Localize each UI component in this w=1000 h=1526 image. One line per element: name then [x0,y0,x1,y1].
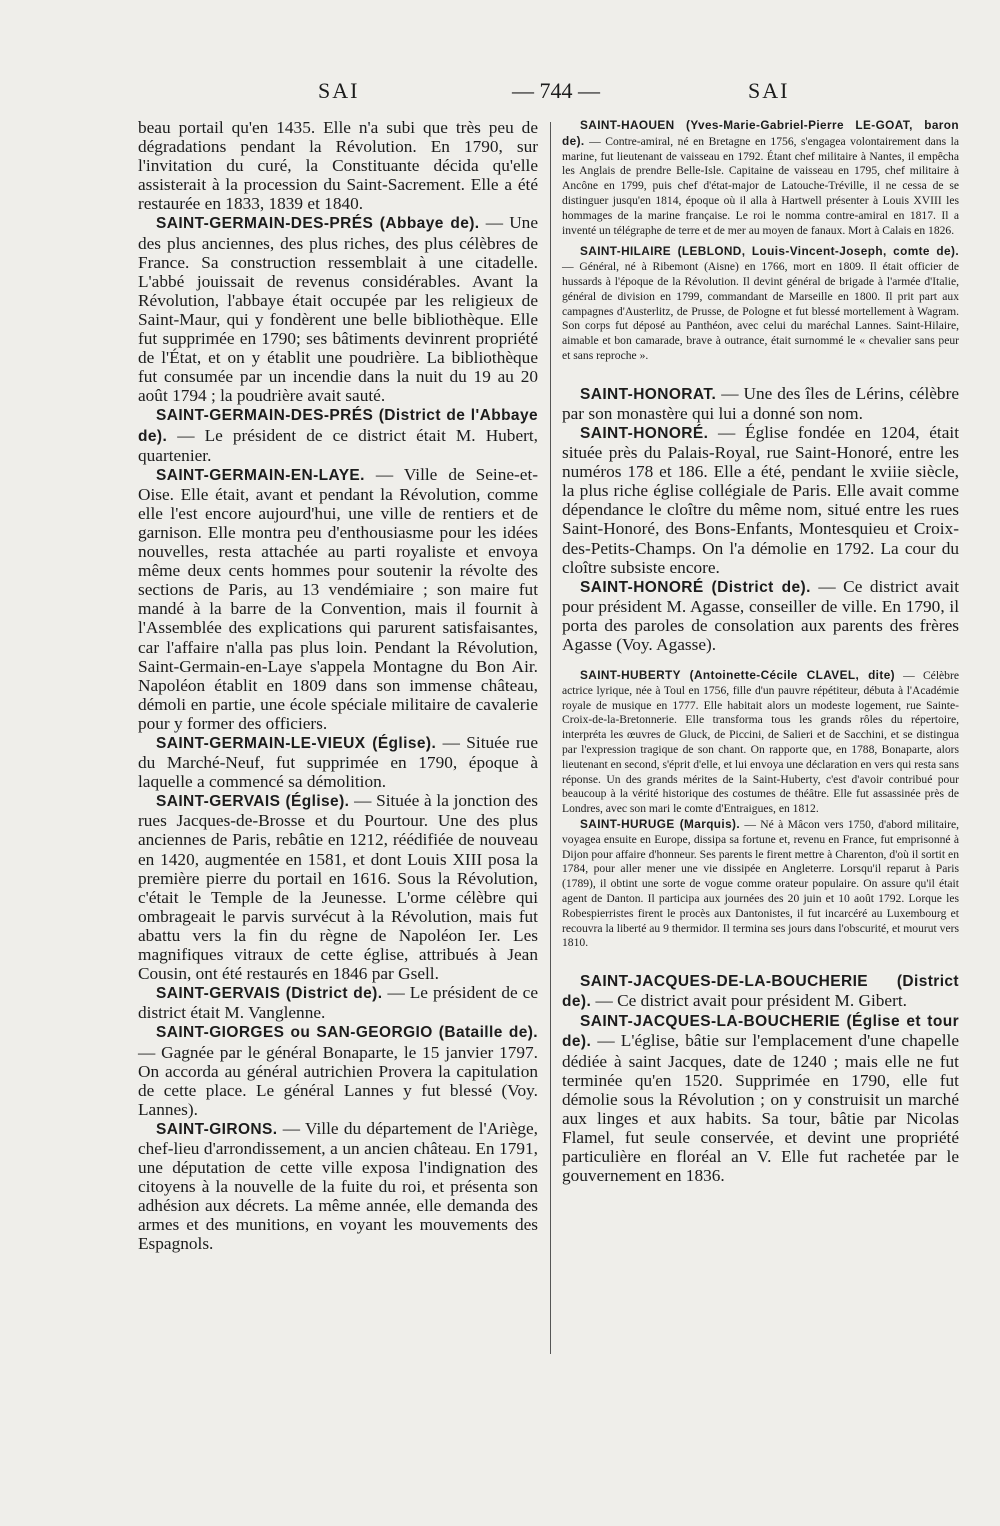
entry-saint-honore-district: SAINT-HONORÉ (District de). — Ce district avait pour président M. Agasse, conseiller de ville. En 1790, il porta des paroles de consolation aux parents des frères Agasse (Voy. Agasse). [562,576,960,654]
entry-saint-haouen: SAINT-HAOUEN (Yves-Marie-Gabriel-Pierre LE-GOAT, baron de). — Contre-amiral, né en Bretagne en 1756, s'engagea volontairement dans la marine, fut lieutenant de vaisseau en 1792. Étant chef militaire à Nantes, il empêcha les Anglais de prendre Belle-Isle. Capitaine de vaisseau en 1795, chef militaire à Ancône en 1799, puis chef d'état-major de Latouche-Tréville, il ne cessa de se distinguer jusqu'en 1814, époque où il alla à Hartwell présenter à Louis XVIII les hommages de la marine française. Le roi le nomma contre-amiral en 1817. Il a inventé un télégraphe de terre et de mer au moyen de fanaux. Mort à Calais en 1826. [562,118,959,237]
entry-saint-germain-des-pres-district: SAINT-GERMAIN-DES-PRÉS (District de l'Abbaye de). — Le président de ce district était M. Hubert, quartenier. [138,407,538,465]
entry-saint-gervais-eglise: SAINT-GERVAIS (Église). — Située à la jonction des rues Jacques-de-Brosse et du Pourtour. Une des plus anciennes de Paris, rebâtie en 1212, réédifiée de nouveau en 1420, augmentée en 1581, et dont Louis XIII posa la première pierre du portail en 1616. Sous la Révolution, c'était le Temple de la Jeunesse. L'orme célèbre qui ombrageait le parvis survécut à la Révolution, mais fut abattu vers la fin du règne de Napoléon Ier. Les magnifiques vitraux de cette église, attribués à Jean Cousin, ont été restaurés en 1846 par Gsell. [138,791,538,984]
entry-saint-honore: SAINT-HONORÉ. — Église fondée en 1204, était située près du Palais-Royal, rue Saint-Honoré, entre les numéros 178 et 186. Elle a été, pendant le xviiie siècle, la plus riche église collégiale de Paris. Elle avait comme dépendance le cloître du même nom, situé entre les rues Saint-Honoré, des Bons-Enfants, Montesquieu et Croix-des-Petits-Champs. On l'a démolie en 1792. La cour du cloître subsiste encore. [562,422,959,577]
left-column [138,118,538,1254]
entry-saint-jacques-eglise: SAINT-JACQUES-LA-BOUCHERIE (Église et tour de). — L'église, bâtie sur l'emplacement d'une chapelle dédiée à saint Jacques, date de 1240 ; mais elle ne fut terminée qu'en 1520. Supprimée en 1790, elle fut démolie sous la Révolution ; on y construisit un marché aux linges et aux habits. Sa tour, bâtie par Nicolas Flamel, fut seule conservée, et devint une propriété particulière en floréal an V. Elle fut rachetée par le gouvernement en 1836. [562,1013,959,1186]
entry-saint-gervais-district: SAINT-GERVAIS (District de). — Le président de ce district était M. Vanglenne. [138,983,538,1023]
entry-saint-hilaire: SAINT-HILAIRE (LEBLOND, Louis-Vincent-Joseph, comte de). — Général, né à Ribemont (Aisne) en 1766, mort en 1809. Il était officier de hussards à l'époque de la Révolution. Il devint général de brigade à l'armée d'Italie, général de division en 1799, commandant de Marseille en 1800. Il prit part aux campagnes d'Austerlitz, de Prusse, de Pologne et fut blessé mortellement à Wagram. Son corps fut déposé au Panthéon, avec celui du maréchal Lannes. Saint-Hilaire, aimable et bon camarade, brave à outrance, était surnommé le « chevalier sans peur et sans reproche ». [562,244,959,362]
entry-saint-honorat: SAINT-HONORAT. — Une des îles de Lérins, célèbre par son monastère qui lui a donné son nom. [562,383,959,423]
right-column [562,118,959,1185]
entry-saint-giorges: SAINT-GIORGES ou SAN-GEORGIO (Bataille de). — Gagnée par le général Bonaparte, le 15 janvier 1797. On accorda au général autrichien Provera la capitulation de cette place. Le général Lannes y fut blessé (Voy. Lannes). [138,1024,538,1119]
entry-continuation: beau portail qu'en 1435. Elle n'a subi que très peu de dégradations pendant la Révolution. En 1790, sur l'invitation du curé, la Constituante décida qu'elle assisterait à la procession du Saint-Sacrement. Elle a été restaurée en 1833, 1839 et 1840. [138,118,538,214]
entry-saint-germain-le-vieux: SAINT-GERMAIN-LE-VIEUX (Église). — Située rue du Marché-Neuf, fut supprimée en 1790, époque à laquelle a commencé sa démolition. [138,733,538,792]
column-divider [550,122,551,1354]
header-left: SAI [318,78,360,103]
header-right: SAI [748,78,790,103]
entry-saint-germain-en-laye: SAINT-GERMAIN-EN-LAYE. — Ville de Seine-et-Oise. Elle était, avant et pendant la Révolution, comme elle l'est encore aujourd'hui, une ville de rentiers et de garnison. Elle montra peu d'enthousiasme pour les idées nouvelles, resta attachée au parti royaliste et envoya même deux cents hommes pour soutenir la révolte des sections de Paris, au 13 vendémiaire ; son maire fut mandé à la barre de la Convention, mais il fournit à l'Assemblée des explications qui parurent satisfaisantes, car l'affaire n'alla pas plus loin. Pendant la Révolution, Saint-Germain-en-Laye s'appela Montagne du Bon Air. Napoléon établit en 1809 dans son immense château, démoli en partie, une école spéciale militaire de cavalerie pour y former des officiers. [138,464,538,733]
page-number: — 744 — [512,78,600,103]
entry-saint-girons: SAINT-GIRONS. — Ville du département de l'Ariège, chef-lieu d'arrondissement, a un ancien château. En 1791, une députation de cette ville exposa l'indignation des citoyens à la nouvelle de la fuite du roi, et présenta son adhésion aux décrets. La même année, elle demanda des armes et des munitions, en voyant les mouvements des Espagnols. [138,1118,538,1254]
entry-saint-jacques-district: SAINT-JACQUES-DE-LA-BOUCHERIE (District de). — Ce district avait pour président M. Gibert. [562,973,959,1011]
entry-saint-germain-des-pres-abbaye: SAINT-GERMAIN-DES-PRÉS (Abbaye de). — Une des plus anciennes, des plus riches, des plus célèbres de France. Sa construction ressemblait à une citadelle. L'abbé jouissait de revenus considérables. Avant la Révolution, l'abbaye était occupée par les religieux de Saint-Maur, qui y fondèrent une belle bibliothèque. Elle fut supprimée en 1790; ses bâtiments devinrent propriété de l'État, et on y établit une poudrière. La bibliothèque fut consumée par un incendie dans la nuit du 19 au 20 août 1794 ; la poudrière avait sauté. [138,213,538,406]
entry-saint-huruge: SAINT-HURUGE (Marquis). — Né à Mâcon vers 1750, d'abord militaire, voyagea ensuite en Europe, dissipa sa fortune et, revenu en France, fut emprisonné à Dijon pour affaire d'honneur. Ses parents le firent mettre à Charenton, d'où il sortit en 1784, pour aller mener une vie dissipée en Angleterre. Lorsqu'il reparut à Paris (1789), il obtint une sorte de vogue comme orateur populaire. On assure qu'il était agent de Danton. Il participa aux journées des 20 juin et 10 août 1792. Lorque les Robespierristes firent le procès aux Dantonistes, il fut incarcéré au Luxembourg et recouvra la liberté au 9 thermidor. Il termina ses jours dans l'obscurité, et mourut vers 1810. [562,817,959,950]
running-header [0,78,1000,108]
entry-saint-huberty: SAINT-HUBERTY (Antoinette-Cécile CLAVEL, dite) — Célèbre actrice lyrique, née à Toul en 1756, fille d'un pauvre répétiteur, débuta à l'Académie royale de musique en 1777. Elle habitait alors un modeste logement, rue Sainte-Croix-de-la-Bretonnerie. Elle transforma tous les grands rôles du répertoire, interpréta les œuvres de Gluck, de Piccini, de Salieri et de Sacchini, et se distingua par l'expression tragique de son chant. On rapporte que, en 1788, Bonaparte, alors lieutenant en second, s'éprit d'elle, et lui envoya une déclaration en vers qui resta sans réponse. Un des grands mérites de la Saint-Huberty, c'est d'avoir contribué pour beaucoup à la vérité historique des costumes de théâtre. Elle fut assassinée près de Londres, avec son mari le comte d'Entraigues, en 1812. [562,668,959,816]
